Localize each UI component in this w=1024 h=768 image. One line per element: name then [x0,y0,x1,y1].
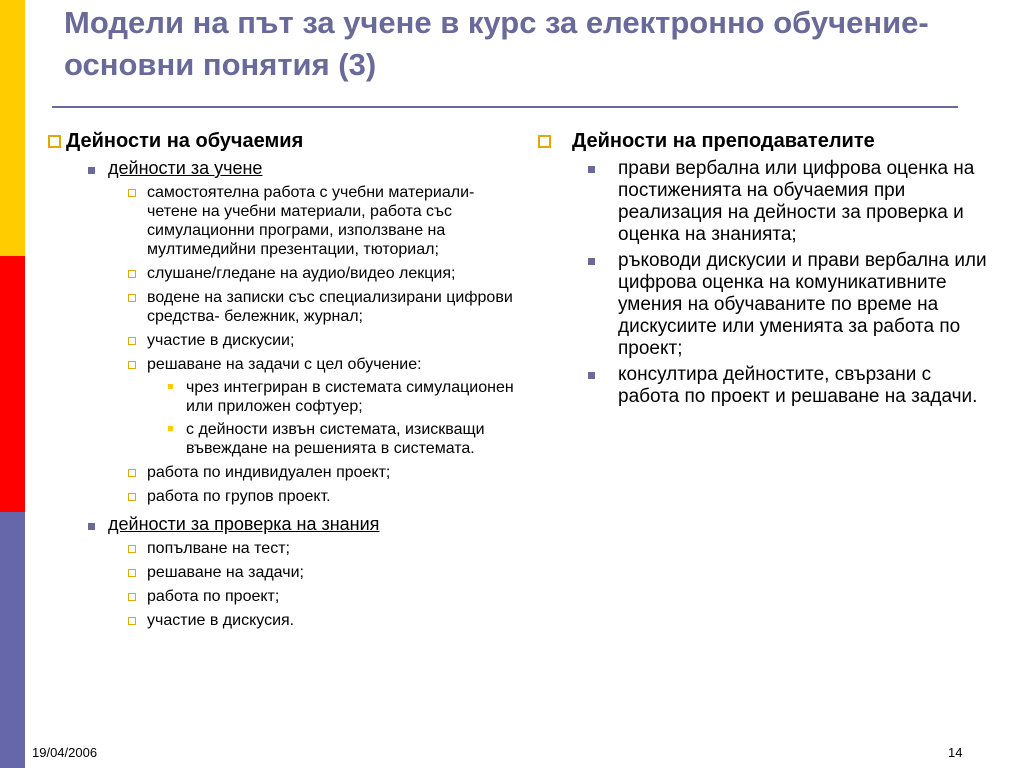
square-bullet-icon [128,617,136,625]
list-item: водене на записки със специализирани цифрови средства- бележник, журнал; [128,288,516,326]
square-bullet-icon [128,270,136,278]
page-number: 14 [948,745,963,760]
square-bullet-icon [168,384,173,389]
square-bullet-icon [588,372,595,379]
section-learning: дейности за учене [88,158,516,178]
teacher-activities-column [536,128,996,408]
decor-stripe-yellow [0,0,25,256]
teacher-items [536,158,996,408]
square-bullet-icon [128,337,136,345]
teacher-heading: Дейности на преподавателите [536,128,996,154]
square-bullet-icon [48,135,61,148]
footer-date: 19/04/2006 [32,745,98,760]
list-item: работа по проект; [128,587,516,606]
square-bullet-icon [538,135,551,148]
list-item: самостоятелна работа с учебни материали- четене на учебни материали, работа със симулационни програми, използване на мултимедийни презентации, тюториал; [128,183,516,259]
list-item: решаване на задачи с цел обучение: [128,355,516,374]
list-item: работа по индивидуален проект; [128,463,516,482]
square-bullet-icon [88,167,95,174]
sub-list-item: с дейности извън системата, изискващи въвеждане на решенията в системата. [168,420,516,458]
list-item: работа по групов проект. [128,487,516,506]
square-bullet-icon [88,523,95,530]
learner-heading: Дейности на обучаемия [46,128,516,154]
square-bullet-icon [128,545,136,553]
learner-sections [46,158,516,630]
square-bullet-icon [128,593,136,601]
list-item: участие в дискусия. [128,611,516,630]
learner-activities-column [46,128,516,630]
square-bullet-icon [128,361,136,369]
square-bullet-icon [128,493,136,501]
decor-stripe-blue [0,512,25,768]
square-bullet-icon [128,294,136,302]
square-bullet-icon [128,469,136,477]
slide-title: Модели на път за учене в курс за електронно обучение- основни понятия (3) [64,5,929,82]
square-bullet-icon [128,569,136,577]
list-item: слушане/гледане на аудио/видео лекция; [128,264,516,283]
list-item: участие в дискусии; [128,331,516,350]
list-item: прави вербална или цифрова оценка на постиженията на обучаемия при реализация на дейности за проверка и оценка на знанията; [588,158,996,246]
section-assessment: дейности за проверка на знания [88,514,516,534]
decor-stripe-red [0,256,25,512]
square-bullet-icon [588,258,595,265]
square-bullet-icon [168,426,173,431]
title-divider [52,106,958,108]
list-item: консултира дейностите, свързани с работа по проект и решаване на задачи. [588,364,996,408]
list-item: ръководи дискусии и прави вербална или цифрова оценка на комуникативните умения на обучаваните по време на дискусиите или уменията за работа по проект; [588,250,996,360]
list-item: решаване на задачи; [128,563,516,582]
square-bullet-icon [588,166,595,173]
sub-list-item: чрез интегриран в системата симулационен или приложен софтуер; [168,378,516,416]
square-bullet-icon [128,189,136,197]
list-item: попълване на тест; [128,539,516,558]
